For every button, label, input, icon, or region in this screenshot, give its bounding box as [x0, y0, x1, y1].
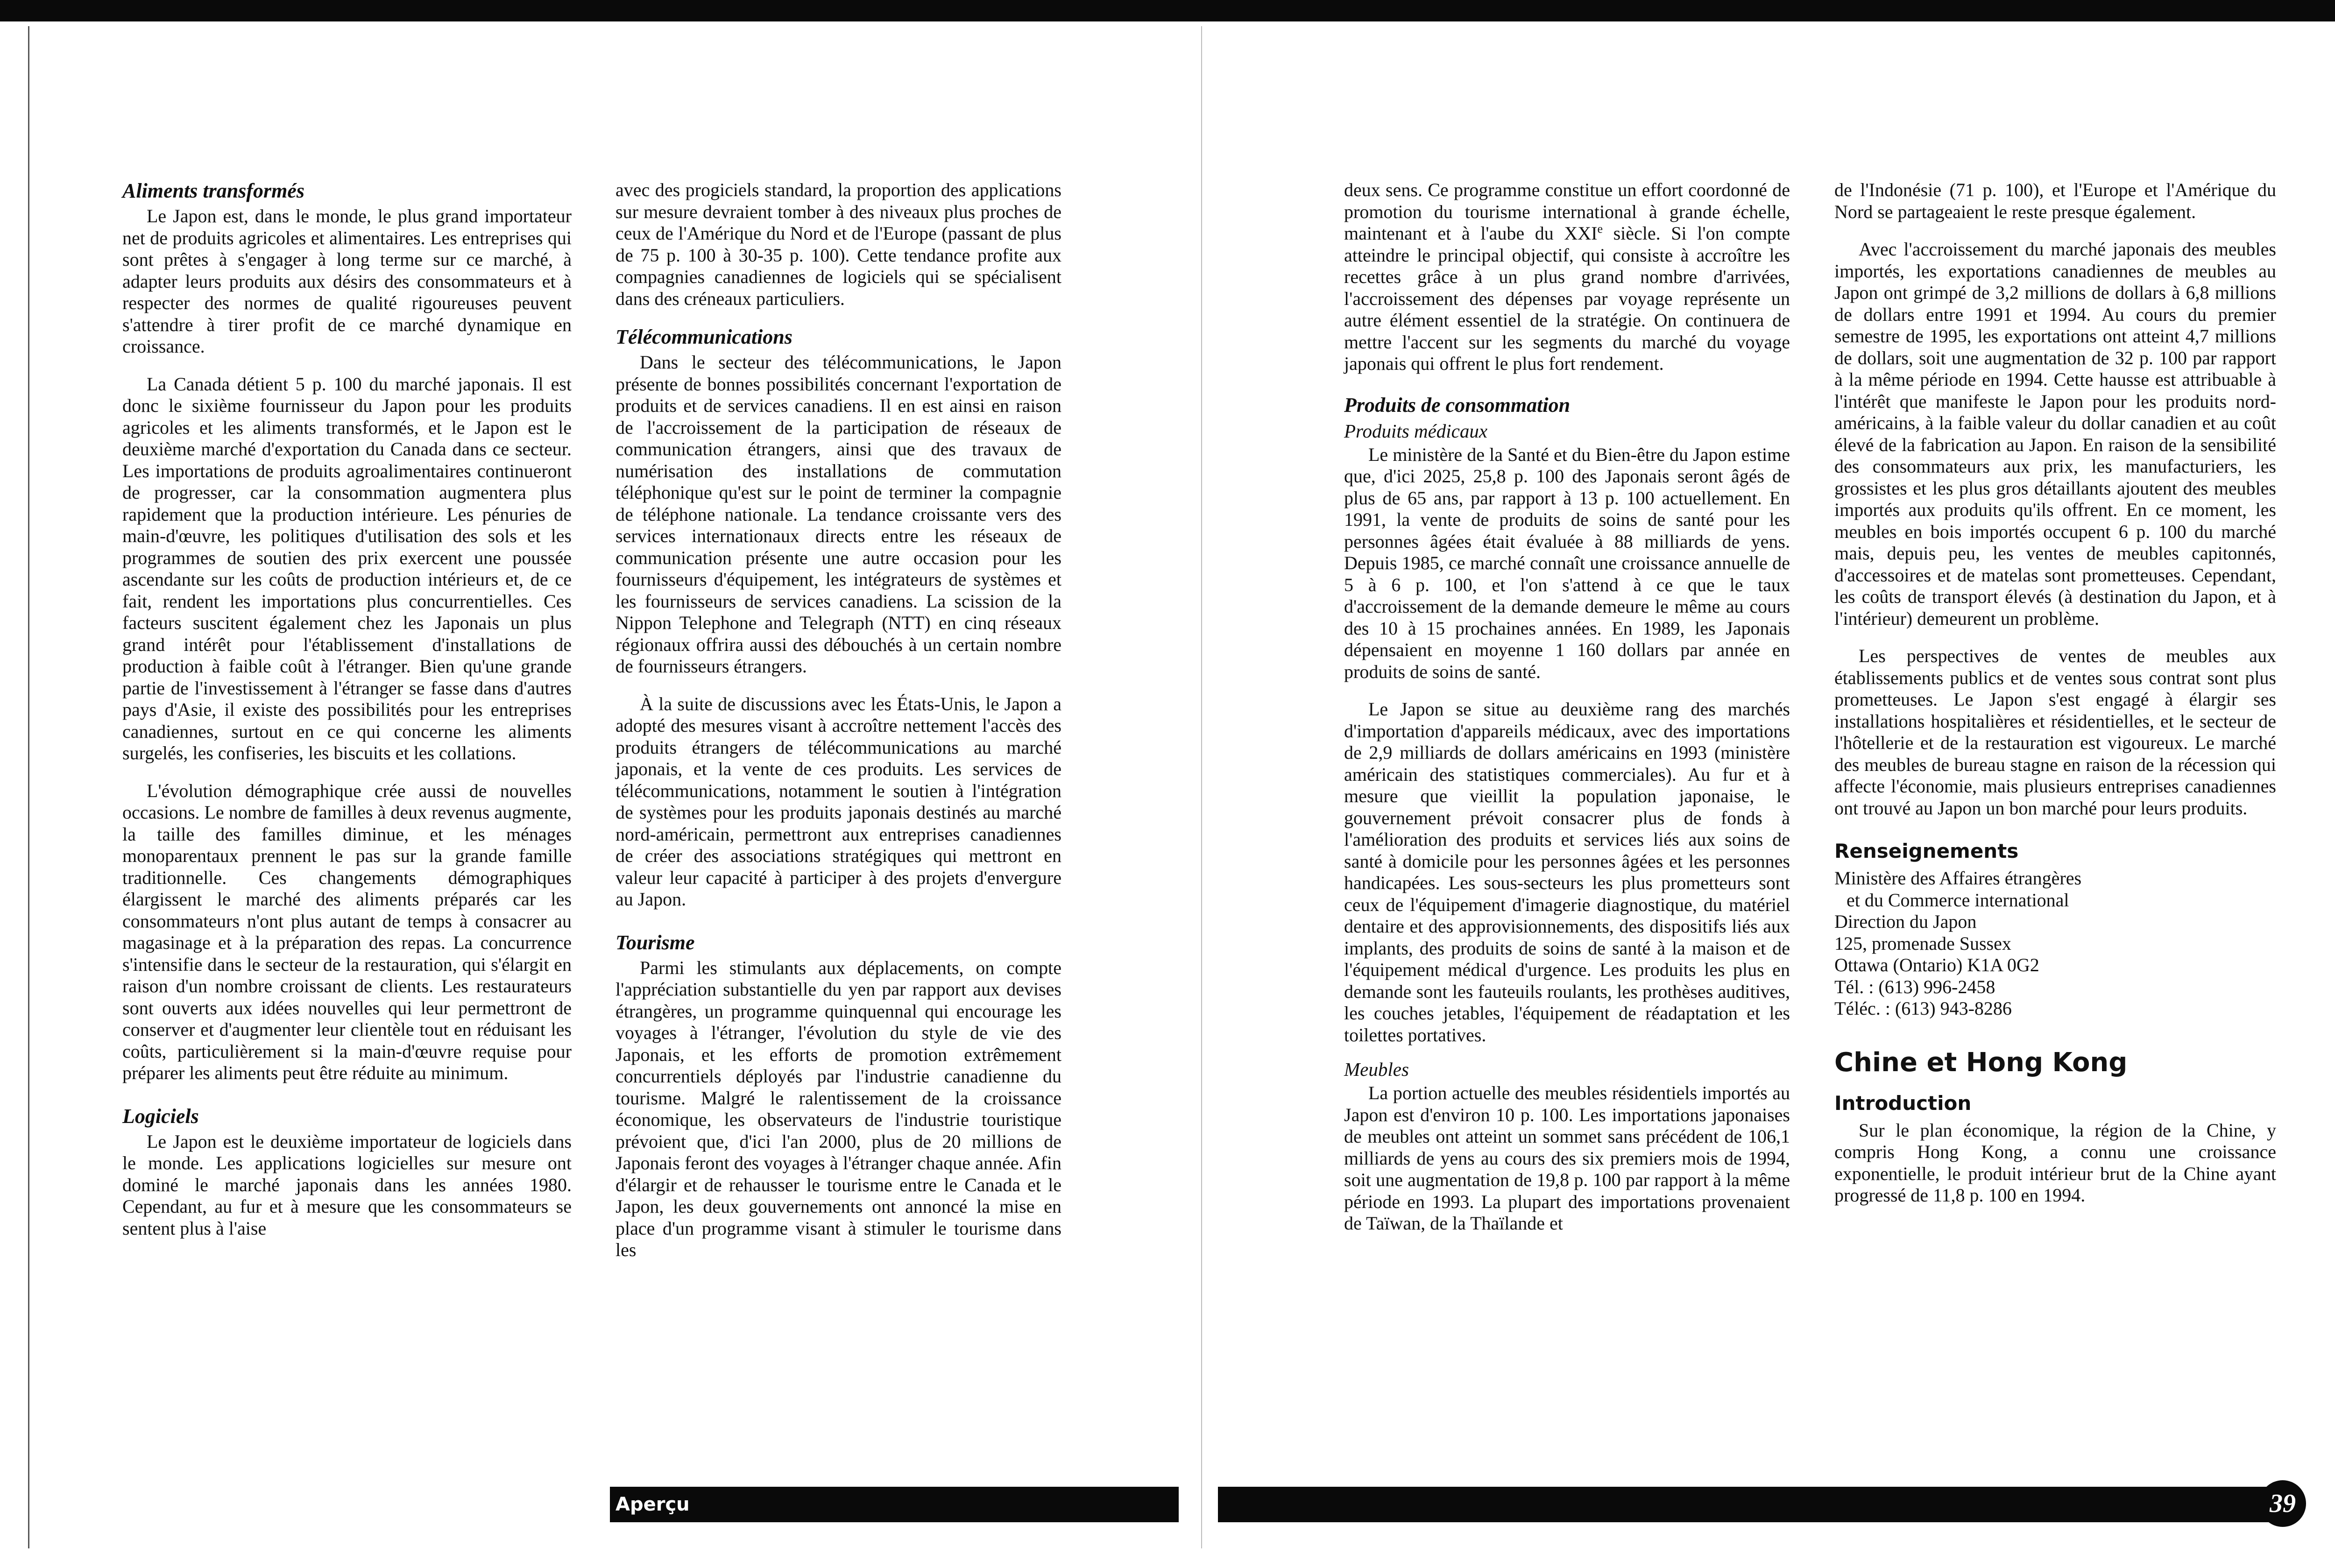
column-2	[616, 179, 1061, 1261]
subheading-medicaux: Produits médicaux	[1344, 420, 1488, 442]
paragraph: deux sens. Ce programme constitue un effort coordonné de promotion du tourisme international à grande échelle, maintenant et à l'aube du XXIe siècle. Si l'on compte atteindre le principal objectif, qui consiste à accroître les recettes grâce à un plus grand nombre d'arrivées, l'accroissement des dépenses par voyage représente un autre élément essentiel de la stratégie. On continuera de mettre l'accent sur les segments du marché du voyage japonais qui offrent le plus fort rendement.	[1344, 179, 1790, 374]
paragraph: Le Japon est le deuxième importateur de logiciels dans le monde. Les applications logicielles sur mesure ont dominé le marché japonais dans les années 1980. Cependant, au fur et à mesure que les consommateurs se sentent plus à l'aise	[122, 1130, 572, 1239]
paragraph: La Canada détient 5 p. 100 du marché japonais. Il est donc le sixième fournisseur du Japon pour les produits agricoles et les aliments transformés, et le Japon est le deuxième marché d'exportation du Canada dans ce secteur. Les importations de produits agroalimentaires continueront de progresser, car la consommation augmentera plus rapidement que la production intérieure. Les pénuries de main-d'œuvre, les politiques d'utilisation des sols et les programmes de soutien des prix exercent une poussée ascendante sur les coûts de production intérieurs et, de ce fait, rendent les importations plus concurrentielles. Ces facteurs suscitent également chez les Japonais un plus grand intérêt pour l'établissement d'installations de production à faible coût à l'étranger. Bien qu'une grande partie de l'investissement à l'étranger se fasse dans d'autres pays d'Asie, il existe des possibilités pour les entreprises canadiennes, surtout en ce qui concerne les aliments surgelés, les confiseries, les biscuits et les collations.	[122, 373, 572, 763]
spine-line	[1201, 26, 1202, 1548]
paragraph: Les perspectives de ventes de meubles aux établissements publics et de ventes sous contrat sont plus prometteuses. Le Japon s'est engagé à élargir ses installations hospitalières et résidentielles, et le secteur de l'hôtellerie et de la restauration est vigoureux. Le marché des meubles de bureau stagne en raison de la récession qui affecte l'économie, mais plusieurs entreprises canadiennes ont trouvé au Japon un bon marché pour leurs produits.	[1834, 645, 2276, 819]
address-line: Ottawa (Ontario) K1A 0G2	[1834, 954, 2039, 975]
footer-bar-right	[1218, 1487, 2269, 1522]
paragraph: Le ministère de la Santé et du Bien-être du Japon estime que, d'ici 2025, 25,8 p. 100 des Japonais seront âgés de plus de 65 ans, par rapport à 13 p. 100 actuellement. En 1991, la vente de produits de soins de santé pour les personnes âgées était évaluée à 88 milliards de yens. Depuis 1985, ce marché connaît une croissance annuelle de 5 à 6 p. 100, et l'on s'attend à ce que le taux d'accroissement de la demande demeure le même au cours des 10 à 15 prochaines années. En 1989, les Japonais dépensaient en moyenne 1 160 dollars par année en produits de soins de santé.	[1344, 444, 1790, 682]
address-fax: Téléc. : (613) 943-8286	[1834, 998, 2012, 1019]
chapter-heading-chine: Chine et Hong Kong	[1834, 1047, 2128, 1078]
column-3	[1344, 179, 1790, 1235]
section-heading-produits: Produits de consommation	[1344, 393, 1571, 417]
paragraph: de l'Indonésie (71 p. 100), et l'Europe et l'Amérique du Nord se partageaient le reste presque également.	[1834, 179, 2276, 222]
section-heading-tourisme: Tourisme	[616, 931, 695, 954]
paragraph: Sur le plan économique, la région de la Chine, y compris Hong Kong, a connu une croissance exponentielle, le produit intérieur brut de la Chine ayant progressé de 11,8 p. 100 en 1994.	[1834, 1119, 2276, 1206]
section-heading-logiciels: Logiciels	[122, 1104, 199, 1128]
paragraph: L'évolution démographique crée aussi de nouvelles occasions. Le nombre de familles à deux revenus augmente, la taille des familles diminue, et les ménages monoparentaux prennent le pas sur la grande famille traditionnelle. Ces changements démographiques élargissent le marché des aliments préparés car les consommateurs n'ont plus autant de temps à consacrer au magasinage et à la préparation des repas. La concurrence s'intensifie dans le secteur de la restauration, qui s'élargit en raison d'un nombre croissant de clients. Les restaurateurs sont ouverts aux idées nouvelles qui leur permettront de conserver et d'augmenter leur clientèle tout en réduisant les coûts, particulièrement si la main-d'œuvre requise pour préparer les aliments peut être réduite au minimum.	[122, 780, 572, 1083]
contact-address	[1834, 868, 2276, 1020]
paragraph: Parmi les stimulants aux déplacements, on compte l'appréciation substantielle du yen par rapport aux devises étrangères, un programme quinquennal qui encourage les voyages à l'étranger, l'évolution du style de vie des Japonais, et les efforts de promotion extrêmement concurrentiels déployés par l'industrie canadienne du tourisme. Malgré le ralentissement de la croissance économique, les observateurs de l'industrie touristique prévoient que, d'ici l'an 2000, plus de 20 millions de Japonais feront des voyages à l'étranger chaque année. Afin d'élargir et de rehausser le tourisme entre le Canada et le Japon, les deux gouvernements ont annoncé la mise en place d'un programme visant à stimuler le tourisme dans les	[616, 957, 1061, 1260]
footer-label: Aperçu	[616, 1494, 690, 1515]
address-line: Direction du Japon	[1834, 911, 1977, 932]
paragraph: avec des progiciels standard, la proportion des applications sur mesure devraient tomber à des niveaux plus proches de ceux de l'Amérique du Nord et de l'Europe (passant de plus de 75 p. 100 à 30-35 p. 100). Cette tendance profite aux compagnies canadiennes de logiciels qui se spécialisent dans des créneaux particuliers.	[616, 179, 1061, 309]
column-1	[122, 179, 572, 1239]
left-page-edge	[28, 26, 29, 1548]
address-line: et du Commerce international	[1847, 889, 2069, 911]
address-line: 125, promenade Sussex	[1834, 932, 2011, 954]
section-heading-renseignements: Renseignements	[1834, 840, 2019, 862]
paragraph: La portion actuelle des meubles résidentiels importés au Japon est d'environ 10 p. 100. Les importations japonaises de meubles ont atteint un sommet sans précédent de 106,1 milliards de yens au cours des six premiers mois de 1994, soit une augmentation de 19,8 p. 100 par rapport à la même période en 1993. La plupart des importations provenaient de Taïwan, de la Thaïlande et	[1344, 1082, 1790, 1234]
paragraph: Avec l'accroissement du marché japonais des meubles importés, les exportations canadiennes de meubles au Japon ont grimpé de 3,2 millions de dollars à 6,8 millions de dollars entre 1991 et 1994. Au cours du premier semestre de 1995, les exportations ont atteint 4,7 millions de dollars, soit une augmentation de 32 p. 100 par rapport à la même période en 1994. Cette hausse est attribuable à l'intérêt que manifeste le Japon pour les produits nord-américains, à la faible valeur du dollar canadien et au coût élevé de la fabrication au Japon. En raison de la sensibilité des consommateurs aux prix, les manufacturiers, les grossistes et les plus gros détaillants ajoutent des meubles importés aux produits qu'ils offrent. En ce moment, les meubles en bois importés occupent 6 p. 100 du marché mais, depuis peu, les ventes de meubles capitonnés, d'accessoires et de matelas sont prometteuses. Cependant, les coûts de transport élevés (à destination du Japon, et à l'intérieur) demeurent un problème.	[1834, 239, 2276, 629]
section-heading-introduction: Introduction	[1834, 1091, 1972, 1115]
address-phone: Tél. : (613) 996-2458	[1834, 976, 1995, 997]
section-heading-telecom: Télécommunications	[616, 325, 792, 348]
address-line: Ministère des Affaires étrangères	[1834, 868, 2082, 889]
footer-bar-left	[610, 1487, 1179, 1522]
paragraph: Le Japon se situe au deuxième rang des marchés d'importation d'appareils médicaux, avec des importations de 2,9 milliards de dollars américains en 1993 (ministère américain des statistiques commerciales). Au fur et à mesure que vieillit la population japonaise, le gouvernement prévoit consacrer plus de fonds à l'amélioration des produits et services liés aux soins de santé à domicile pour les personnes âgées et les personnes handicapées. Les sous-secteurs les plus prometteurs sont ceux de l'équipement d'imagerie diagnostique, du matériel dentaire et des approvisionnements, des dispositifs liés aux implants, des produits de soins de santé à la maison et de l'équipement médical d'urgence. Les produits les plus en demande sont les fauteuils roulants, les prothèses auditives, les couches jetables, l'équipement de réadaptation et les toilettes portatives.	[1344, 699, 1790, 1045]
paragraph: Le Japon est, dans le monde, le plus grand importateur net de produits agricoles et alimentaires. Les entreprises qui sont prêtes à s'engager à long terme sur ce marché, à adapter leurs produits aux désirs des consommateurs et à respecter des normes de qualité rigoureuses peuvent s'attendre à tirer profit de ce marché dynamique en croissance.	[122, 205, 572, 357]
paragraph: Dans le secteur des télécommunications, le Japon présente de bonnes possibilités concernant l'exportation de produits et de services canadiens. Il en est ainsi en raison de l'accroissement de la participation de réseaux de communication étrangers, ainsi que des travaux de numérisation des installations de commutation téléphonique qu'est sur le point de terminer la compagnie de téléphone nationale. La tendance croissante vers des services internationaux directs entre les réseaux de communication présente une autre occasion pour les fournisseurs d'équipement, les intégrateurs de systèmes et les fournisseurs de services canadiens. La scission de la Nippon Telephone and Telegraph (NTT) en cinq réseaux régionaux offrira aussi des débouchés à un certain nombre de fournisseurs étrangers.	[616, 352, 1061, 677]
section-heading-aliments: Aliments transformés	[122, 179, 304, 202]
subheading-meubles: Meubles	[1344, 1059, 1409, 1080]
page-number: 39	[2259, 1480, 2306, 1527]
column-4	[1834, 179, 2276, 1207]
top-edge-bar	[0, 0, 2335, 21]
paragraph: À la suite de discussions avec les États-Unis, le Japon a adopté des mesures visant à accroître nettement l'accès des produits étrangers de télécommunications au marché japonais, et la vente de ces produits. Les services de télécommunications, notamment le soutien à l'intégration de systèmes pour les produits japonais destinés au marché nord-américain, permettront aux entreprises canadiennes de créer des associations stratégiques qui mettront en valeur leur capacité à participer à des projets d'envergure au Japon.	[616, 693, 1061, 910]
